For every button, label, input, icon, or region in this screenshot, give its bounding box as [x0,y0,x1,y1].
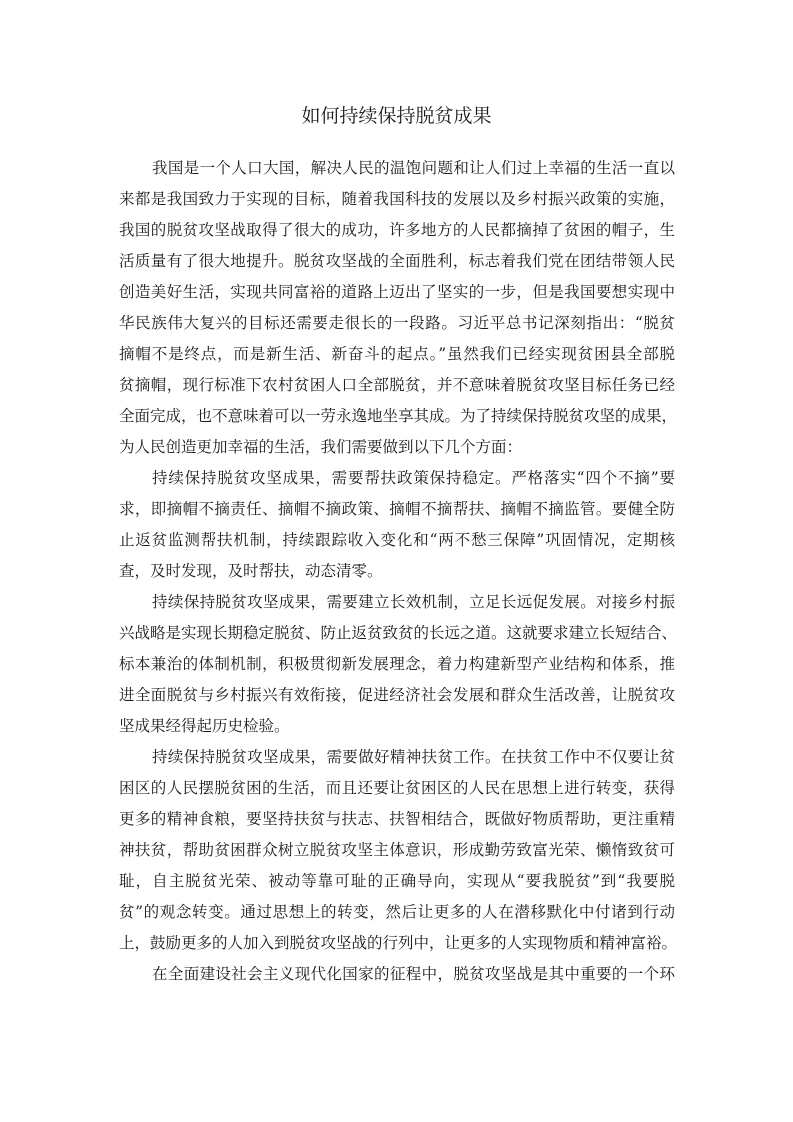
body-line: 更多的精神食粮，要坚持扶贫与扶志、扶智相结合，既做好物质帮助，更注重精 [119,810,675,828]
body-line: 全面完成，也不意味着可以一劳永逸地坐享其成。为了持续保持脱贫攻坚的成果， [119,407,678,425]
body-line: 摘帽不是终点，而是新生活、新奋斗的起点。”虽然我们已经实现贫困县全部脱 [119,345,675,363]
body-line: 持续保持脱贫攻坚成果，需要建立长效机制，立足长远促发展。对接乡村振 [152,593,675,611]
body-line: 进全面脱贫与乡村振兴有效衔接，促进经济社会发展和群众生活改善，让脱贫攻 [119,686,675,704]
document-title: 如何持续保持脱贫成果 [301,105,492,127]
body-line: 华民族伟大复兴的目标还需要走很长的一段路。习近平总书记深刻指出：“脱贫 [119,314,675,332]
body-line: 止返贫监测帮扶机制，持续跟踪收入变化和“两不愁三保障”巩固情况，定期核 [119,531,675,549]
body-line: 活质量有了很大地提升。脱贫攻坚战的全面胜利，标志着我们党在团结带领人民 [119,252,675,270]
body-line: 贫摘帽，现行标准下农村贫困人口全部脱贫，并不意味着脱贫攻坚目标任务已经 [119,376,675,394]
body-line: 困区的人民摆脱贫困的生活，而且还要让贫困区的人民在思想上进行转变，获得 [119,779,675,797]
body-line: 我国是一个人口大国，解决人民的温饱问题和让人们过上幸福的生活一直以 [152,159,675,177]
body-line: 创造美好生活，实现共同富裕的道路上迈出了坚实的一步，但是我国要想实现中 [119,283,675,301]
body-line: 耻，自主脱贫光荣、被动等靠可耻的正确导向，实现从“要我脱贫”到“我要脱 [119,872,675,890]
body-line: 为人民创造更加幸福的生活，我们需要做到以下几个方面： [119,438,523,456]
body-line: 上，鼓励更多的人加入到脱贫攻坚战的行列中，让更多的人实现物质和精神富裕。 [119,934,678,952]
body-line: 神扶贫，帮助贫困群众树立脱贫攻坚主体意识，形成勤劳致富光荣、懒惰致贫可 [119,841,675,859]
body-line: 贫”的观念转变。通过思想上的转变，然后让更多的人在潜移默化中付诸到行动 [119,903,675,921]
body-line: 查，及时发现，及时帮扶，动态清零。 [119,562,383,580]
body-line: 标本兼治的体制机制，积极贯彻新发展理念，着力构建新型产业结构和体系，推 [119,655,675,673]
body-line: 在全面建设社会主义现代化国家的征程中，脱贫攻坚战是其中重要的一个环 [152,965,675,983]
body-line: 持续保持脱贫攻坚成果，需要做好精神扶贫工作。在扶贫工作中不仅要让贫 [152,748,675,766]
body-line: 持续保持脱贫攻坚成果，需要帮扶政策保持稳定。严格落实“四个不摘”要 [152,469,675,487]
body-line: 兴战略是实现长期稳定脱贫、防止返贫致贫的长远之道。这就要求建立长短结合、 [119,624,678,642]
body-line: 来都是我国致力于实现的目标，随着我国科技的发展以及乡村振兴政策的实施， [119,190,675,208]
body-line: 求，即摘帽不摘责任、摘帽不摘政策、摘帽不摘帮扶、摘帽不摘监管。要健全防 [119,500,675,518]
body-line: 我国的脱贫攻坚战取得了很大的成功，许多地方的人民都摘掉了贫困的帽子，生 [119,221,675,239]
body-line: 坚成果经得起历史检验。 [119,717,290,735]
